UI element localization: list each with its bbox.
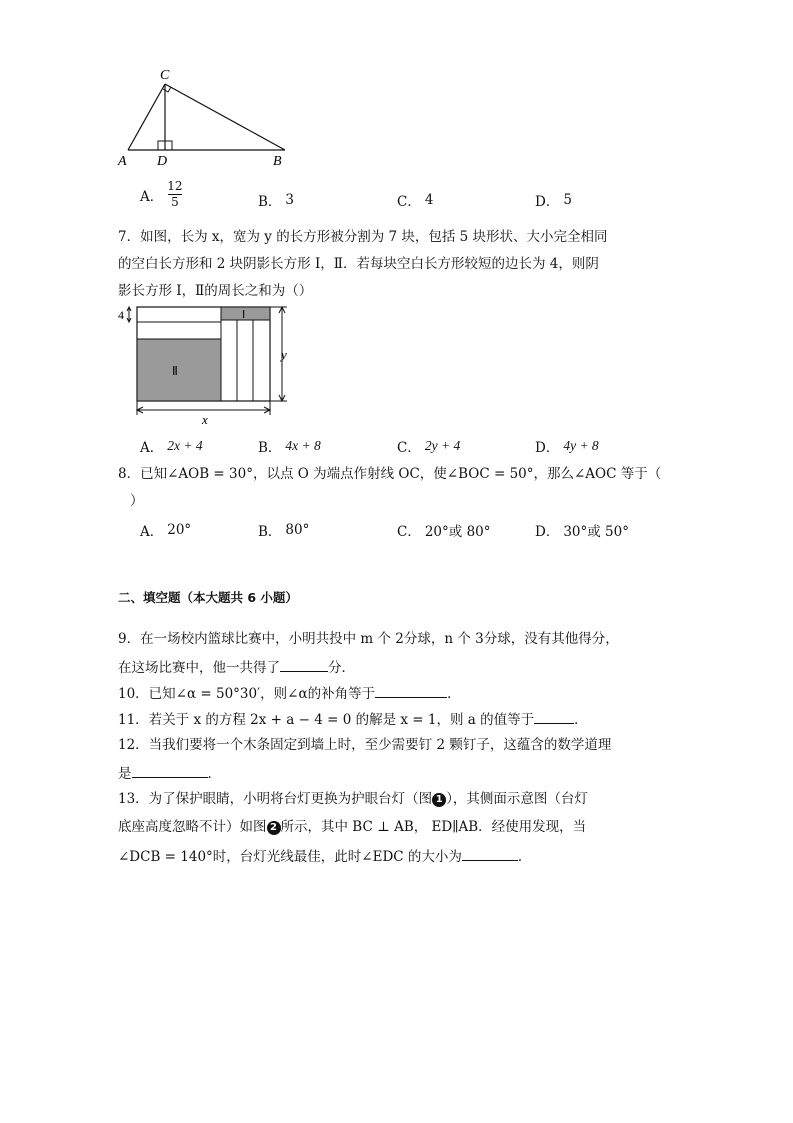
label-x: x [202, 412, 208, 427]
section-heading: 二、填空题（本大题共 6 小题） [118, 590, 298, 605]
label-y: y [281, 347, 287, 362]
right-angle-mark-C [163, 87, 171, 92]
q6-option-d[interactable]: D． 5 [535, 192, 572, 210]
label-I: Ⅰ [242, 309, 246, 321]
q13-line-1: 13．为了保护眼睛，小明将台灯更换为护眼台灯（图 1 ），其侧面示意图（台灯 [118, 791, 588, 807]
q9-line-1: 9．在一场校内篮球比赛中，小明共投中 m 个 2分球，n 个 3分球，没有其他得分， [118, 631, 619, 647]
q6-option-a[interactable]: A． $\frac{12}{5}$ [140, 179, 183, 209]
q11-answer-blank[interactable] [534, 709, 574, 724]
q9-answer-blank[interactable] [280, 657, 328, 672]
figure-1-marker: 1 [432, 793, 446, 807]
q7-line-2: 的空白长方形和 2 块阴影长方形 Ⅰ，Ⅱ．若每块空白长方形较短的边长为 4，则阴 [118, 256, 599, 272]
q12-line-1: 12．当我们要将一个木条固定到墙上时，至少需要钉 2 颗钉子，这蕴含的数学道理 [118, 737, 612, 753]
q7-line-1: 7．如图，长为 x，宽为 y 的长方形被分割为 7 块，包括 5 块形状、大小完全相同 [118, 229, 608, 245]
q13-line-2: 底座高度忽略不计）如图 2 所示，其中 BC ⊥ AB， ED∥AB．经使用发现，当 [118, 819, 587, 835]
q6-option-b[interactable]: B． 3 [258, 192, 295, 210]
q13-answer-blank[interactable] [462, 846, 518, 861]
q9-line-2: 在这场比赛中，他一共得了 分． [118, 657, 355, 677]
q7-option-b[interactable]: B． 4x + 8 [258, 438, 321, 456]
q7-option-a[interactable]: A． 2x + 4 [140, 438, 203, 456]
label-C: C [160, 68, 170, 83]
q8-line-2: ） [130, 493, 144, 509]
q6-option-c[interactable]: C． 4 [397, 192, 434, 210]
q7-option-c[interactable]: C． 2y + 4 [397, 438, 461, 456]
triangle-figure [110, 62, 300, 172]
q7-line-3: 影长方形 Ⅰ，Ⅱ的周长之和为（） [118, 283, 313, 299]
label-4: 4 [118, 308, 124, 322]
label-A: A [118, 154, 127, 169]
q10-answer-blank[interactable] [375, 683, 447, 698]
figure-2-marker: 2 [267, 821, 281, 835]
q8-option-a[interactable]: A． 20° [140, 522, 192, 540]
label-II: Ⅱ [172, 364, 178, 378]
q8-option-c[interactable]: C． 20°或 80° [397, 524, 491, 540]
fraction: $\frac{12}{5}$ [167, 179, 183, 209]
q8-option-d[interactable]: D． 30°或 50° [535, 524, 629, 540]
side-BC [165, 84, 285, 150]
q11-line: 11．若关于 x 的方程 2x + a − 4 = 0 的解是 x = 1，则 a 的值等于 ． [118, 709, 588, 729]
label-B: B [273, 154, 282, 169]
q12-answer-blank[interactable] [132, 763, 208, 778]
q12-line-2: 是 ． [118, 763, 221, 783]
shaded-rect-II [137, 339, 221, 401]
q8-option-b[interactable]: B． 80° [258, 522, 310, 540]
side-AC [128, 84, 165, 150]
label-D: D [157, 154, 168, 169]
q10-line: 10．已知∠α = 50°30′，则∠α的补角等于 ． [118, 683, 461, 703]
q13-line-3: ∠DCB = 140°时，台灯光线最佳，此时∠EDC 的大小为 ． [118, 846, 531, 866]
shaded-rect-I [221, 307, 270, 320]
q7-option-d[interactable]: D． 4y + 8 [535, 438, 599, 456]
rectangle-partition-figure [115, 303, 300, 428]
q8-line-1: 8．已知∠AOB = 30°，以点 O 为端点作射线 OC，使∠BOC = 50°，那么∠AOC 等于（ [118, 466, 662, 482]
